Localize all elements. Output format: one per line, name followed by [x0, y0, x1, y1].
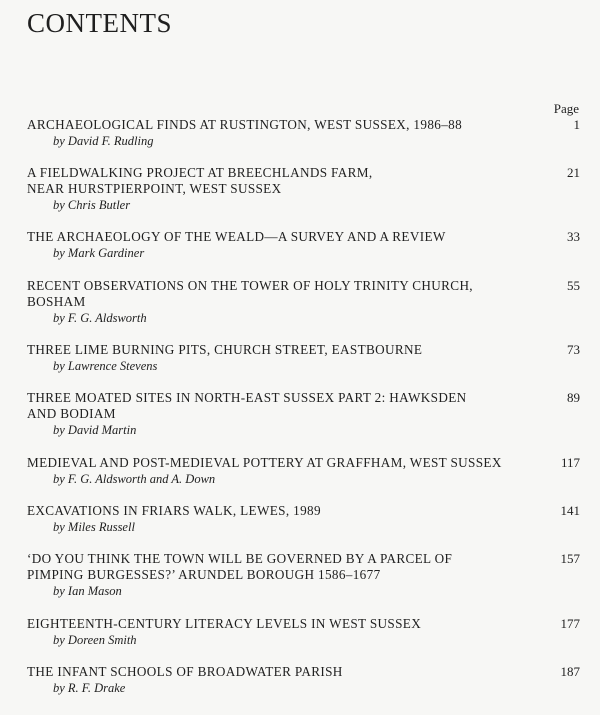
entry-title-line: EIGHTEENTH-CENTURY LITERACY LEVELS IN WEST SUSSEX	[27, 616, 422, 631]
entry-author: by Miles Russell	[53, 520, 135, 534]
toc-entry	[27, 165, 580, 213]
entry-author: by Doreen Smith	[53, 633, 137, 647]
entry-title-line: MEDIEVAL AND POST-MEDIEVAL POTTERY AT GRAFFHAM, WEST SUSSEX	[27, 455, 502, 470]
toc-entry	[27, 664, 580, 696]
entry-author: by F. G. Aldsworth and A. Down	[53, 472, 216, 486]
entry-title-line: BOSHAM	[27, 294, 86, 309]
toc-entry	[27, 117, 580, 149]
toc-entry	[27, 229, 580, 261]
entry-title-line: THREE MOATED SITES IN NORTH-EAST SUSSEX PART 2: HAWKSDEN	[27, 390, 467, 405]
entry-author: by R. F. Drake	[53, 681, 126, 695]
entry-page-number: 73	[567, 342, 580, 357]
entry-author: by Mark Gardiner	[53, 246, 145, 260]
entry-title-line: NEAR HURSTPIERPOINT, WEST SUSSEX	[27, 181, 282, 196]
entry-author: by David F. Rudling	[53, 134, 154, 148]
toc-entry	[27, 503, 580, 535]
entry-title-line: RECENT OBSERVATIONS ON THE TOWER OF HOLY TRINITY CHURCH,	[27, 278, 473, 293]
entry-title-line: THE ARCHAEOLOGY OF THE WEALD—A SURVEY AND A REVIEW	[27, 229, 446, 244]
entry-page-number: 89	[567, 390, 580, 405]
entry-title-line: THE INFANT SCHOOLS OF BROADWATER PARISH	[27, 664, 343, 679]
entry-page-number: 117	[560, 455, 580, 470]
entry-author: by David Martin	[53, 423, 137, 437]
entry-title-line: ARCHAEOLOGICAL FINDS AT RUSTINGTON, WEST SUSSEX, 1986–88	[27, 117, 463, 132]
entry-page-number: 33	[567, 229, 580, 244]
entry-title-line: A FIELDWALKING PROJECT AT BREECHLANDS FARM,	[27, 165, 373, 180]
toc-entry	[27, 342, 580, 374]
toc-entry	[27, 551, 580, 599]
toc-entry	[27, 390, 580, 438]
entry-page-number: 55	[567, 278, 580, 293]
toc-entry	[27, 455, 580, 487]
entry-page-number: 187	[560, 664, 580, 679]
entry-page-number: 157	[560, 551, 580, 566]
page-column-label: Page	[553, 101, 579, 116]
entry-title-line: THREE LIME BURNING PITS, CHURCH STREET, EASTBOURNE	[27, 342, 423, 357]
entry-author: by Chris Butler	[53, 198, 131, 212]
entry-page-number: 177	[560, 616, 580, 631]
entry-page-number: 1	[573, 117, 580, 132]
entry-title-line: ‘DO YOU THINK THE TOWN WILL BE GOVERNED BY A PARCEL OF	[27, 551, 453, 566]
entry-title-line: AND BODIAM	[27, 406, 116, 421]
entry-author: by F. G. Aldsworth	[53, 311, 147, 325]
entry-title-line: PIMPING BURGESSES?’ ARUNDEL BOROUGH 1586–1677	[27, 567, 381, 582]
page-title: CONTENTS	[27, 8, 172, 38]
entry-page-number: 21	[567, 165, 580, 180]
entry-title-line: EXCAVATIONS IN FRIARS WALK, LEWES, 1989	[27, 503, 321, 518]
entry-page-number: 141	[560, 503, 580, 518]
toc-entry	[27, 616, 580, 648]
entry-author: by Lawrence Stevens	[53, 359, 158, 373]
entry-author: by Ian Mason	[53, 584, 122, 598]
toc-entry	[27, 278, 580, 326]
